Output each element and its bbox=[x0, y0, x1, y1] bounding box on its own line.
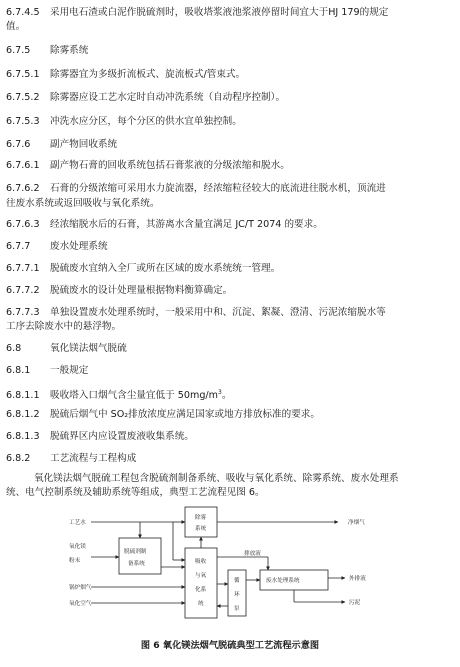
clause-6-7-6-3: 6.7.6.3 经浓缩脱水后的石膏，其游离水含量宜满足 JC/T 2074 的要求。 bbox=[6, 219, 323, 230]
absorber-label-1: 吸收 bbox=[195, 559, 207, 565]
clause-6-7-7-2: 6.7.7.2 脱硫废水的设计处理量根据物料衡算确定。 bbox=[6, 285, 233, 296]
clause-6-7-5-3: 6.7.5.3 冲洗水应分区，每个分区的供水宜单独控制。 bbox=[6, 116, 242, 127]
prep-system-box bbox=[119, 538, 161, 574]
clause-6-7-4-5: 6.7.4.5 采用电石渣或白泥作脱硫剂时，吸收塔浆液池浆液停留时间宜大于HJ 179的规定 bbox=[6, 7, 389, 18]
clause-6-7-7-1: 6.7.7.1 脱硫废水宜纳入全厂或所在区域的废水系统统一管理。 bbox=[6, 263, 281, 274]
input-mgo-line1: 氧化镁 bbox=[69, 544, 86, 550]
clause-6-7-6-2: 6.7.6.2 石膏的分级浓缩可采用水力旋流器，经浓缩粒径较大的底流进往脱水机，顶流进 bbox=[6, 183, 386, 194]
heading-6-8: 6.8 氧化镁法烟气脱硫 bbox=[6, 343, 127, 354]
output-clean-gas: 净烟气 bbox=[348, 520, 365, 526]
intro-paragraph-line-1: 氧化镁法烟气脱硫工程包含脱硫剂制备系统、吸收与氧化系统、除雾系统、废水处理系 bbox=[34, 473, 399, 484]
heading-6-8-1: 6.8.1 一般规定 bbox=[6, 365, 89, 376]
absorber-label-4: 统 bbox=[198, 601, 204, 607]
output-discharge-liquid: 外排液 bbox=[349, 576, 366, 582]
pump-label-3: 泵 bbox=[234, 606, 240, 612]
clause-6-7-6-2-cont: 往废水系统或返回吸收与氧化系统。 bbox=[6, 198, 160, 209]
demister-label-2: 系统 bbox=[195, 526, 207, 532]
input-boiler-flue-gas: 锅炉烟气 bbox=[69, 585, 92, 591]
wastewater-box-label: 废水处理系统 bbox=[266, 578, 300, 584]
clause-6-7-6-1: 6.7.6.1 副产物石膏的回收系统包括石膏浆液的分级浓缩和脱水。 bbox=[6, 160, 290, 171]
clause-6-7-7-3: 6.7.7.3 单独设置废水处理系统时，一般采用中和、沉淀、絮凝、澄清、污泥浓缩脱水等 bbox=[6, 307, 386, 318]
absorber-label-2: 与氧 bbox=[195, 573, 207, 579]
heading-6-8-2: 6.8.2 工艺流程与工程构成 bbox=[6, 453, 137, 464]
intro-paragraph-line-2: 统、电气控制系统及辅助系统等组成，典型工艺流程见图 6。 bbox=[6, 487, 265, 498]
label-drain-liquid: 排放液 bbox=[244, 551, 261, 557]
input-oxidation-air: 氧化空气 bbox=[69, 601, 92, 607]
prep-box-label-1: 脱硫剂制 bbox=[124, 549, 147, 555]
clause-6-8-1-2: 6.8.1.2 脱硫后烟气中 SO₂排放浓度应满足国家或地方排放标准的要求。 bbox=[6, 409, 320, 420]
clause-6-8-1-3: 6.8.1.3 脱硫界区内应设置废液收集系统。 bbox=[6, 431, 194, 442]
input-mgo-line2: 粉末 bbox=[69, 558, 81, 564]
clause-6-7-5-2: 6.7.5.2 除雾器应设工艺水定时自动冲洗系统（自动程序控制）。 bbox=[6, 92, 286, 103]
heading-6-7-5: 6.7.5 除雾系统 bbox=[6, 45, 89, 56]
demister-box bbox=[185, 507, 217, 537]
clause-6-8-1-1: 6.8.1.1 吸收塔入口烟气含尘量宜低于 $50mg/m^3$。 bbox=[6, 389, 232, 402]
heading-6-7-7: 6.7.7 废水处理系统 bbox=[6, 241, 108, 252]
demister-label-1: 除雾 bbox=[195, 515, 207, 521]
input-process-water: 工艺水 bbox=[69, 520, 86, 526]
clause-6-7-7-3-cont: 工序去除废水中的悬浮物。 bbox=[6, 321, 122, 332]
absorber-label-3: 化系 bbox=[195, 587, 207, 593]
prep-box-label-2: 备系统 bbox=[128, 561, 145, 567]
clause-6-7-5-1: 6.7.5.1 除雾器宜为多级折流板式、旋流板式/管束式。 bbox=[6, 69, 246, 80]
figure-caption: 图 6 氧化镁法烟气脱硫典型工艺流程示意图 bbox=[140, 640, 320, 651]
pump-label-1: 循 bbox=[234, 578, 240, 584]
pump-label-2: 环 bbox=[234, 592, 240, 598]
heading-6-7-6: 6.7.6 副产物回收系统 bbox=[6, 139, 118, 150]
output-sludge: 污泥 bbox=[349, 600, 361, 606]
clause-6-7-4-5-cont: 值。 bbox=[6, 21, 26, 32]
